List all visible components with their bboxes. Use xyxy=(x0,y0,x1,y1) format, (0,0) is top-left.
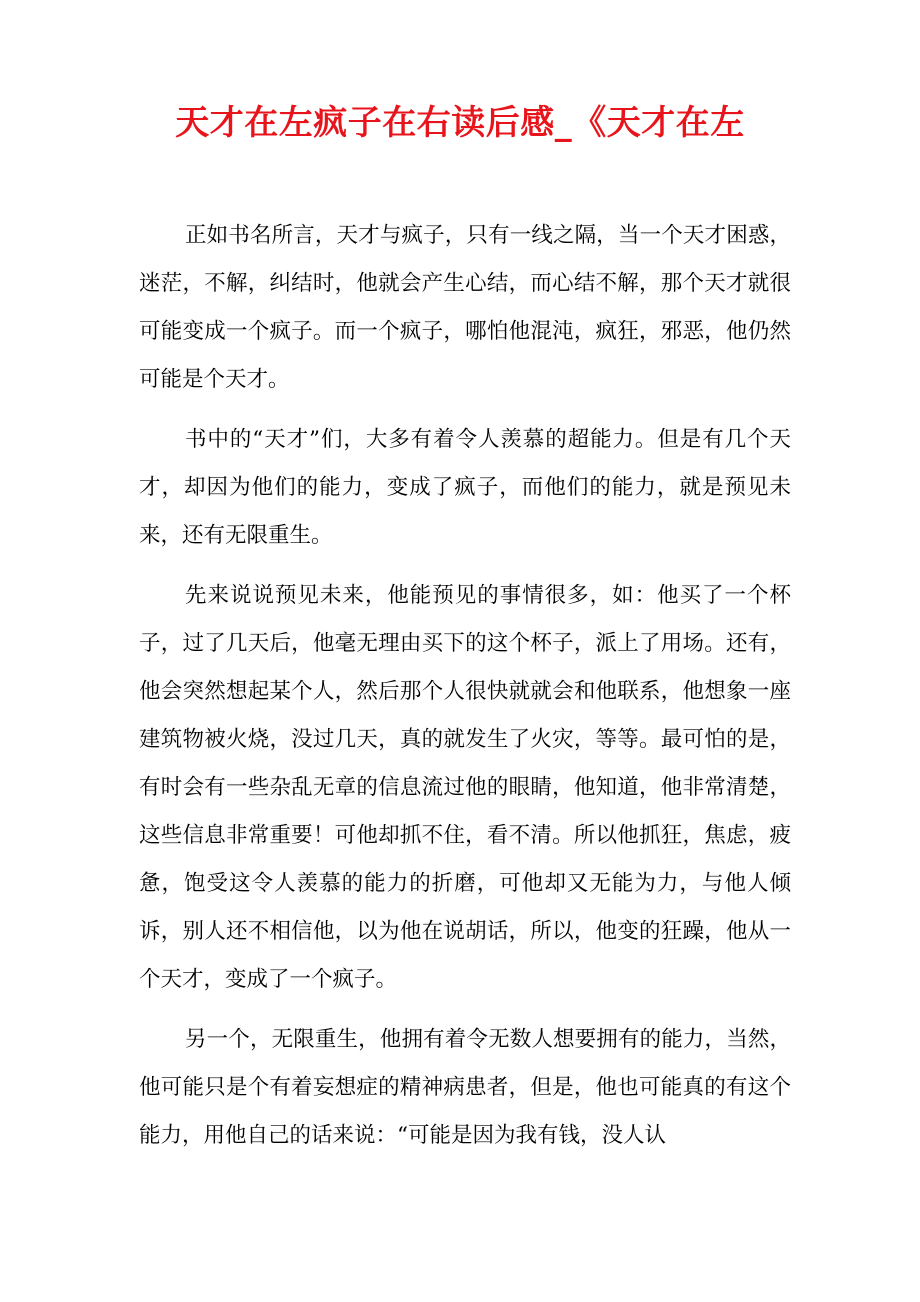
paragraph-3: 先来说说预见未来，他能预见的事情很多，如：他买了一个杯子，过了几天后，他毫无理由买下的这个杯子，派上了用场。还有，他会突然想起某个人，然后那个人很快就就会和他联系，他想象一座建筑物被火烧，没过几天，真的就发生了火灾，等等。最可怕的是，有时会有一些杂乱无章的信息流过他的眼睛，他知道，他非常清楚，这些信息非常重要！可他却抓不住，看不清。所以他抓狂，焦虑，疲惫，饱受这令人羡慕的能力的折磨，可他却又无能为力，与他人倾诉，别人还不相信他，以为他在说胡话，所以，他变的狂躁，他从一个天才，变成了一个疯子。 xyxy=(139,583,791,992)
document-title: 天才在左疯子在右读后感_《天才在左 xyxy=(175,103,745,143)
document-body xyxy=(139,212,791,1172)
paragraph-4: 另一个，无限重生，他拥有着令无数人想要拥有的能力，当然，他可能只是个有着妄想症的精神病患者，但是，他也可能真的有这个能力，用他自己的话来说：“可能是因为我有钱，没人认 xyxy=(139,1027,791,1148)
paragraph-1: 正如书名所言，天才与疯子，只有一线之隔，当一个天才困惑，迷茫，不解，纠结时，他就会产生心结，而心结不解，那个天才就很可能变成一个疯子。而一个疯子，哪怕他混沌，疯狂，邪恶，他仍然可能是个天才。 xyxy=(139,223,791,392)
paragraph-2: 书中的“天才”们，大多有着令人羡慕的超能力。但是有几个天才，却因为他们的能力，变成了疯子，而他们的能力，就是预见未来，还有无限重生。 xyxy=(139,427,791,548)
